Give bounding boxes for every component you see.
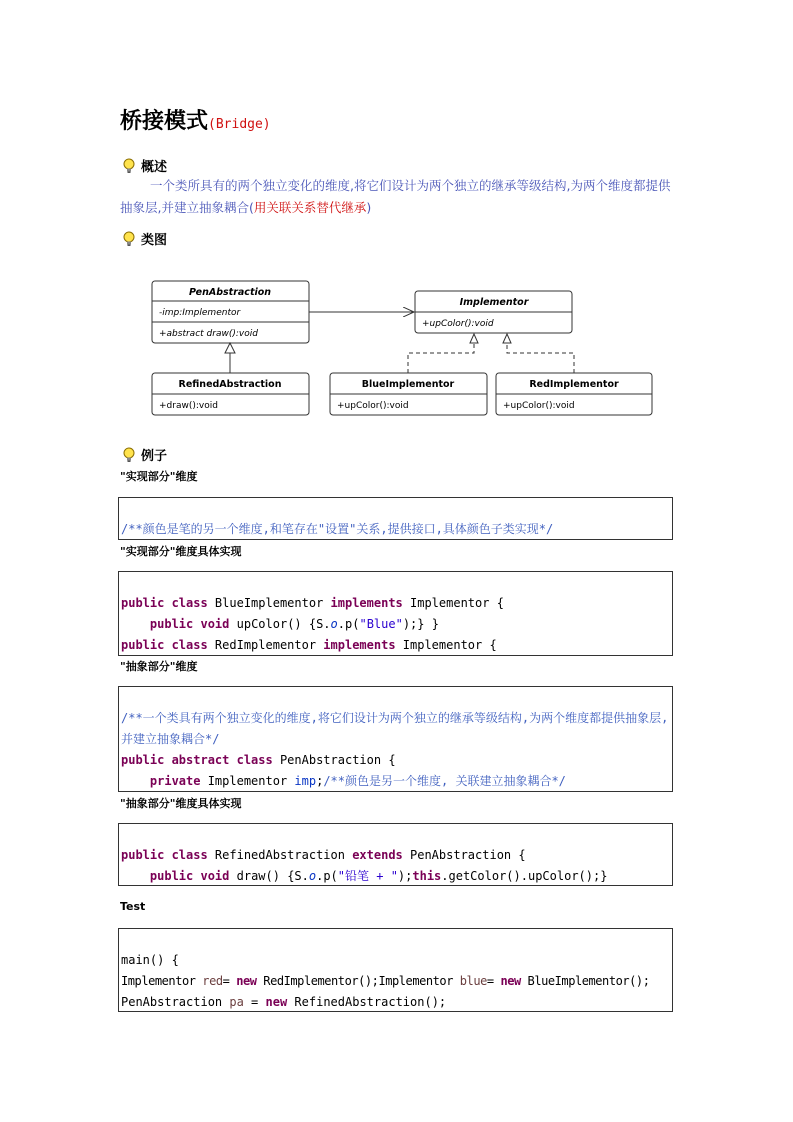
code-line: public void upColor() {S.o.p("Blue");} } xyxy=(149,617,439,631)
label-impl-concrete: "实现部分"维度具体实现 xyxy=(120,545,242,558)
class-pen-abstraction xyxy=(152,281,309,343)
label-test: Test xyxy=(120,900,146,913)
realization-arrowhead xyxy=(470,334,478,343)
uml-class-diagram xyxy=(0,0,793,430)
class-method: +abstract draw():void xyxy=(159,329,258,339)
class-name: Implementor xyxy=(459,297,529,308)
class-method: +upColor():void xyxy=(337,401,409,411)
code-block-test xyxy=(118,928,673,1012)
class-name: BlueImplementor xyxy=(361,379,455,390)
class-method: +upColor():void xyxy=(422,319,494,329)
code-comment: /**一个类具有两个独立变化的维度,将它们设计为两个独立的继承等级结构,为两个维度都提供抽象层, 并建立抽象耦合*/ xyxy=(121,711,669,746)
lightbulb-icon xyxy=(121,447,137,463)
code-line: public class RedImplementor implements Implementor { xyxy=(121,638,497,652)
code-line: public abstract class PenAbstraction { xyxy=(121,753,396,767)
section-example-title: 例子 xyxy=(141,449,168,464)
code-line: private Implementor imp;/**颜色是另一个维度, 关联建立抽象耦合*/ xyxy=(149,774,566,788)
realization-line-red xyxy=(507,343,574,373)
class-red-implementor xyxy=(496,373,652,415)
interface-implementor xyxy=(415,291,572,333)
code-line: public class RefinedAbstraction extends PenAbstraction { xyxy=(121,848,526,862)
title-english: (Bridge) xyxy=(208,117,271,132)
inheritance-arrowhead xyxy=(225,343,235,353)
label-abs-concrete: "抽象部分"维度具体实现 xyxy=(120,797,242,810)
overview-highlight: 用关联关系替代继承 xyxy=(253,200,367,215)
class-name: RedImplementor xyxy=(529,379,619,390)
label-impl-dimension: "实现部分"维度 xyxy=(120,470,198,483)
section-class-diagram-title: 类图 xyxy=(141,233,168,248)
label-abs-dimension: "抽象部分"维度 xyxy=(120,660,198,673)
code-block-implementor xyxy=(118,497,673,540)
class-method: +upColor():void xyxy=(503,401,575,411)
code-line: PenAbstraction pa = new RefinedAbstraction(); xyxy=(121,995,447,1009)
title-chinese: 桥接模式 xyxy=(120,109,209,134)
code-line: main() { xyxy=(121,953,179,967)
code-line: Implementor red= new RedImplementor();Implementor blue= new BlueImplementor(); xyxy=(121,974,650,988)
code-block-abstraction xyxy=(118,686,673,792)
class-blue-implementor xyxy=(330,373,487,415)
class-name: PenAbstraction xyxy=(188,287,272,298)
section-overview-title: 概述 xyxy=(141,160,168,175)
code-line: public void draw() {S.o.p("铅笔 + ");this.getColor().upColor();} xyxy=(149,869,608,883)
code-block-concrete-implementors xyxy=(118,571,673,656)
realization-line-blue xyxy=(408,343,474,373)
code-comment: /**颜色是笔的另一个维度,和笔存在"设置"关系,提供接口,具体颜色子类实现*/ xyxy=(121,522,554,536)
overview-text-end: ) xyxy=(366,200,372,215)
code-line: public class BlueImplementor implements Implementor { xyxy=(121,596,504,610)
section-example xyxy=(121,445,167,464)
class-method: +draw():void xyxy=(159,401,218,411)
overview-text: 一个类所具有的两个独立变化的维度,将它们设计为两个独立的继承等级结构,为两个维度都提供抽象层,并建立抽象耦合( xyxy=(120,178,671,215)
code-block-refined-abstraction xyxy=(118,823,673,886)
class-refined-abstraction xyxy=(152,373,309,415)
class-attribute: -imp:Implementor xyxy=(159,308,241,318)
class-name: RefinedAbstraction xyxy=(178,379,282,390)
realization-arrowhead xyxy=(503,334,511,343)
